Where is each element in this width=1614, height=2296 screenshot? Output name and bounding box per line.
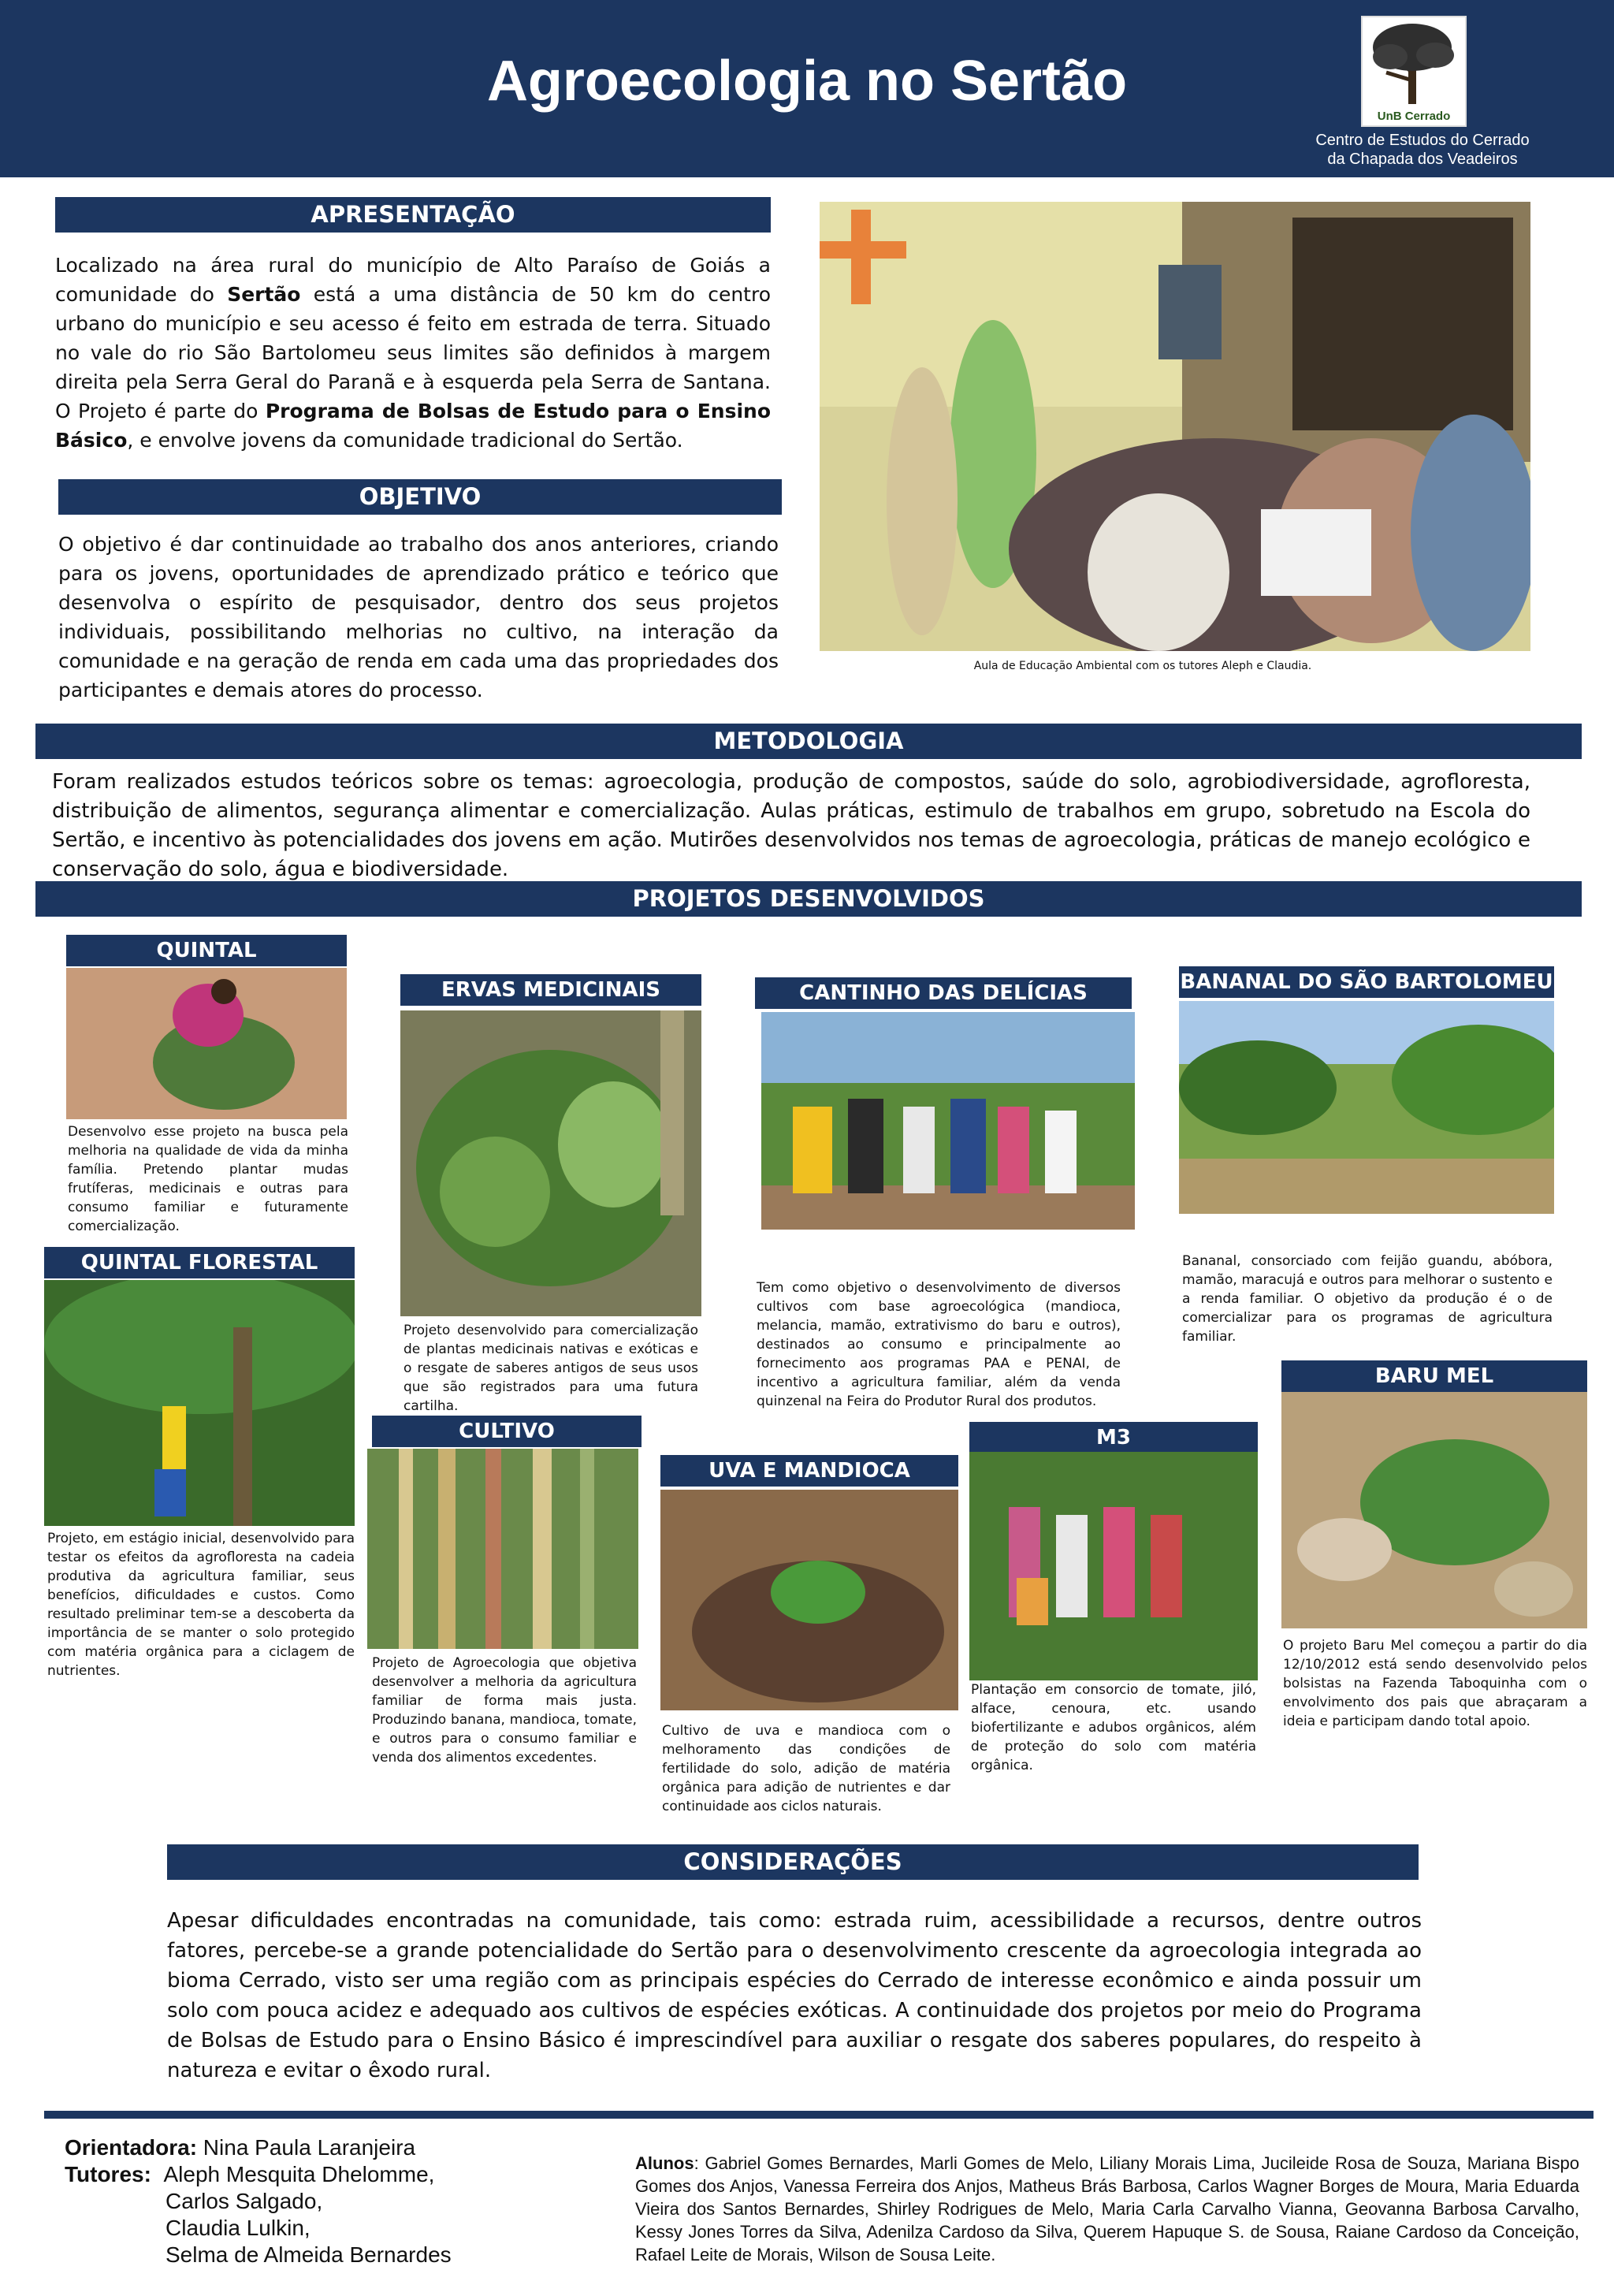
credits-block (65, 2134, 616, 2268)
quintal-photo (66, 968, 347, 1119)
uva-photo (660, 1490, 958, 1710)
m3-title: M3 (969, 1422, 1258, 1453)
baru-title: BARU MEL (1281, 1360, 1587, 1392)
policultural-title: CULTIVO (372, 1416, 642, 1447)
ervas-text: Projeto desenvolvido para comercialização de plantas medicinais nativas e exóticas e o resgate de saberes antigos de seus usos que são registrados para uma futura cartilha. (404, 1323, 698, 1414)
policultural-text: Projeto de Agroecologia que objetiva desenvolver a melhoria da agricultura familiar de forma mais justa. Produzindo banana, mandioca, tomate, e outros para o consumo familiar e venda dos alimentos excedentes. (372, 1655, 637, 1766)
uva-title: UVA E MANDIOCA (660, 1455, 958, 1487)
projetos-heading: PROJETOS DESENVOLVIDOS (35, 881, 1582, 917)
apresentacao-text-part-3: , e envolve jovens da comunidade tradicional do Sertão. (127, 429, 683, 452)
m3-text: Plantação em consorcio de tomate, jiló, alface, cenoura, etc. usando biofertilizante e adubos orgânicos, além de proteção do solo com matéria orgânica. (971, 1682, 1256, 1773)
apresentacao-heading: APRESENTAÇÃO (55, 197, 771, 233)
quintal-title: QUINTAL (66, 935, 347, 966)
metodologia-text: Foram realizados estudos teóricos sobre os temas: agroecologia, produção de compostos, saúde do solo, agrobiodiversidade, agrofloresta, distribuição de alimentos, segurança alimentar e comercialização. Aulas práticas, estimulo de trabalhos em grupo, sobretudo na Escola do Sertão, e incentivo às potencialidades dos jovens em ação. Mutirões desenvolvidos nos temas de agroecologia, práticas de manejo ecológico e conservação do solo, água e biodiversidade. (52, 770, 1530, 881)
alunos-label: Alunos (635, 2153, 694, 2173)
policultural-photo (367, 1449, 638, 1649)
apresentacao-bold-sertao: Sertão (227, 283, 301, 306)
main-photo-caption: Aula de Educação Ambiental com os tutores Aleph e Claudia. (973, 660, 1312, 672)
tutor-name: Aleph Mesquita Dhelomme, (163, 2162, 435, 2186)
ervas-photo (400, 1010, 701, 1316)
cantinho-photo (761, 1012, 1135, 1230)
bananal-photo (1179, 1001, 1554, 1214)
bananal-title: BANANAL DO SÃO BARTOLOMEU (1179, 966, 1554, 998)
metodologia-heading: METODOLOGIA (35, 724, 1582, 759)
unb-cerrado-logo (1361, 16, 1467, 127)
quintal-florestal-title: QUINTAL FLORESTAL (44, 1247, 355, 1278)
orientadora-line (65, 2134, 616, 2161)
tutor-name: Selma de Almeida Bernardes (165, 2242, 452, 2267)
quintal-florestal-text: Projeto, em estágio inicial, desenvolvido para testar os efeitos da agrofloresta na cadeia produtiva da agricultura familiar, seus benefícios, dificuldades e custos. Como resultado preliminar tem-se a descoberta da importância de se manter o solo protegido com matéria orgânica para a ciclagem de nutrientes. (47, 1531, 355, 1679)
quintal-text: Desenvolvo esse projeto na busca pela melhoria na qualidade de vida da minha família. Pretendo plantar mudas frutíferas, medicinais e outras para consumo familiar e futuramente comercialização. (68, 1124, 348, 1234)
apresentacao-text-part-2: está a uma distância de 50 km do centro urbano do município e seu acesso é feito em estrada de terra. Situado no vale do rio São Bartolomeu seus limites são definidos à margem direita pela Serra Geral do Paranã e à esquerda pela Serra de Santana. O Projeto é parte do (55, 283, 771, 422)
tutores-label: Tutores: (65, 2162, 151, 2186)
tree-logo-icon (1363, 17, 1462, 108)
baru-photo (1281, 1392, 1587, 1628)
bananal-text: Bananal, consorciado com feijão guandu, abóbora, mamão, maracujá e outros para melhorar o sustento e a renda familiar. O objetivo da produção é o de comercializar para os programas de agricultura familiar. (1182, 1253, 1553, 1345)
baru-text: O projeto Baru Mel começou a partir do dia 12/10/2012 está sendo desenvolvido pelos bolsistas na Fazenda Taboquinha com o envolvimento dos pais que abraçaram a ideia e participam dando total apoio. (1283, 1638, 1587, 1729)
cantinho-text: Tem como objetivo o desenvolvimento de diversos cultivos com base agroecológica (mandioca, melancia, mamão, extrativismo do baru e outros), destinados ao consumo e principalmente ao fornecimento aos programas PAA e PENAI, de incentivo a agricultura familiar, além da venda quinzenal na Feira do Produtor Rural dos produtos. (757, 1280, 1121, 1409)
ervas-title: ERVAS MEDICINAIS (400, 974, 701, 1006)
poster-title: Agroecologia no Sertão (486, 50, 1128, 113)
footer-divider (44, 2111, 1594, 2119)
apresentacao-text (55, 251, 771, 455)
logo-text: UnB Cerrado (1377, 110, 1451, 123)
cantinho-title: CANTINHO DAS DELÍCIAS (755, 977, 1132, 1009)
consideracoes-heading: CONSIDERAÇÕES (167, 1844, 1419, 1880)
tutores-line (65, 2161, 616, 2188)
orientadora-name: Nina Paula Laranjeira (197, 2135, 416, 2160)
orientadora-label: Orientadora: (65, 2135, 198, 2160)
tutor-name: Claudia Lulkin, (165, 2216, 311, 2240)
main-classroom-photo (820, 202, 1530, 651)
centro-line-2: da Chapada dos Veadeiros (1327, 151, 1518, 168)
objetivo-heading: OBJETIVO (58, 479, 782, 515)
apresentacao-bold-programa: Programa de Bolsas de Estudo para o Ensino Básico (55, 400, 771, 452)
centro-name (1292, 131, 1553, 169)
centro-line-1: Centro de Estudos do Cerrado (1315, 132, 1530, 149)
alunos-list: : Gabriel Gomes Bernardes, Marli Gomes de Melo, Liliany Morais Lima, Jucileide Rosa de Souza, Mariana Bispo Gomes dos Anjos, Vanessa Ferreira dos Anjos, Matheus Brás Barbosa, Carlos Wagner Borges de Moura, Maria Eduarda Vieira dos Santos Bernardes, Shirley Rodrigues de Melo, Maria Carla Carvalho Vianna, Geovanna Barbosa Carvalho, Kessy Jones Torres da Silva, Adenilza Cardoso da Silva, Querem Hapuque S. de Sousa, Raiane Cardoso da Conceição, Rafael Leite de Morais, Wilson de Sousa Leite. (635, 2153, 1579, 2264)
quintal-florestal-photo (44, 1280, 355, 1526)
m3-photo (969, 1452, 1258, 1680)
alunos-block (635, 2152, 1579, 2266)
objetivo-text: O objetivo é dar continuidade ao trabalho dos anos anteriores, criando para os jovens, oportunidades de aprendizado prático e teórico que desenvolva o espírito de pesquisador, dentro dos seus projetos individuais, possibilitando melhorias no cultivo, na interação da comunidade e na geração de renda em cada uma das propriedades dos participantes e demais atores do processo. (58, 533, 779, 701)
tutor-name: Carlos Salgado, (165, 2189, 323, 2213)
uva-text: Cultivo de uva e mandioca com o melhoramento das condições de fertilidade do solo, adição de matéria orgânica para adição de nutrientes e dar continuidade aos ciclos naturais. (662, 1723, 950, 1814)
apresentacao-text-part-1: Localizado na área rural do município de Alto Paraíso de Goiás a comunidade do (55, 254, 771, 306)
consideracoes-text: Apesar dificuldades encontradas na comunidade, tais como: estrada ruim, acessibilidade a recursos, dentre outros fatores, percebe-se a grande potencialidade do Sertão para o desenvolvimento crescente da agroecologia integrada ao bioma Cerrado, visto ser uma região com as principais espécies do Cerrado de interesse econômico e ainda possuir um solo com pouca acidez e adequado aos cultivos de espécies exóticas. A continuidade dos projetos por meio do Programa de Bolsas de Estudo para o Ensino Básico é imprescindível para auxiliar o resgate dos saberes populares, do respeito à natureza e evitar o êxodo rural. (167, 1909, 1422, 2082)
